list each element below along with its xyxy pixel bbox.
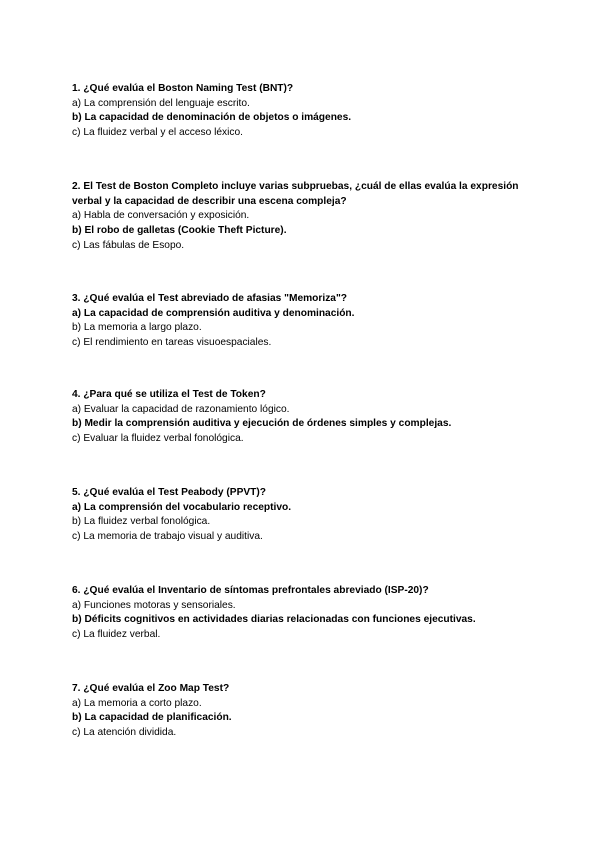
option-c: c) Evaluar la fluidez verbal fonológica. [72,433,244,445]
option-b-correct: b) La capacidad de denominación de objetos o imágenes. [72,112,352,124]
question-title: 7. ¿Qué evalúa el Zoo Map Test? [72,683,230,694]
question-5 [72,486,532,545]
question-title: 5. ¿Qué evalúa el Test Peabody (PPVT)? [72,487,266,498]
option-c: c) La fluidez verbal. [72,629,161,641]
option-b: b) La memoria a largo plazo. [72,322,202,334]
question-3 [72,292,532,351]
option-b-correct: b) Déficits cognitivos en actividades diarias relacionadas con funciones ejecutivas. [72,614,476,626]
question-4 [72,388,532,447]
option-a: a) Evaluar la capacidad de razonamiento lógico. [72,403,290,415]
option-a-correct: a) La capacidad de comprensión auditiva y denominación. [72,307,355,319]
question-title: 6. ¿Qué evalúa el Inventario de síntomas prefrontales abreviado (ISP-20)? [72,585,429,596]
option-b: b) La fluidez verbal fonológica. [72,516,211,528]
option-b-correct: b) El robo de galletas (Cookie Theft Picture). [72,224,287,236]
question-1 [72,82,532,141]
option-c: c) La atención dividida. [72,727,177,739]
option-a-correct: a) La comprensión del vocabulario receptivo. [72,501,292,513]
option-a: a) Funciones motoras y sensoriales. [72,599,236,611]
question-title: 2. El Test de Boston Completo incluye varias subpruebas, ¿cuál de ellas evalúa la expresión verbal y la capacidad de describir una escena compleja? [72,181,519,207]
question-title: 4. ¿Para qué se utiliza el Test de Token? [72,389,266,400]
option-c: c) El rendimiento en tareas visuoespaciales. [72,337,272,349]
option-c: c) Las fábulas de Esopo. [72,239,185,251]
question-2 [72,180,532,254]
option-b-correct: b) Medir la comprensión auditiva y ejecución de órdenes simples y complejas. [72,418,452,430]
option-a: a) La comprensión del lenguaje escrito. [72,97,250,109]
question-title: 3. ¿Qué evalúa el Test abreviado de afasias "Memoriza"? [72,293,348,304]
option-c: c) La fluidez verbal y el acceso léxico. [72,127,244,139]
option-b-correct: b) La capacidad de planificación. [72,712,232,724]
option-a: a) La memoria a corto plazo. [72,697,202,709]
question-title: 1. ¿Qué evalúa el Boston Naming Test (BNT)? [72,83,294,94]
option-a: a) Habla de conversación y exposición. [72,210,250,222]
option-c: c) La memoria de trabajo visual y auditiva. [72,531,263,543]
question-7 [72,682,532,741]
question-6 [72,584,532,643]
